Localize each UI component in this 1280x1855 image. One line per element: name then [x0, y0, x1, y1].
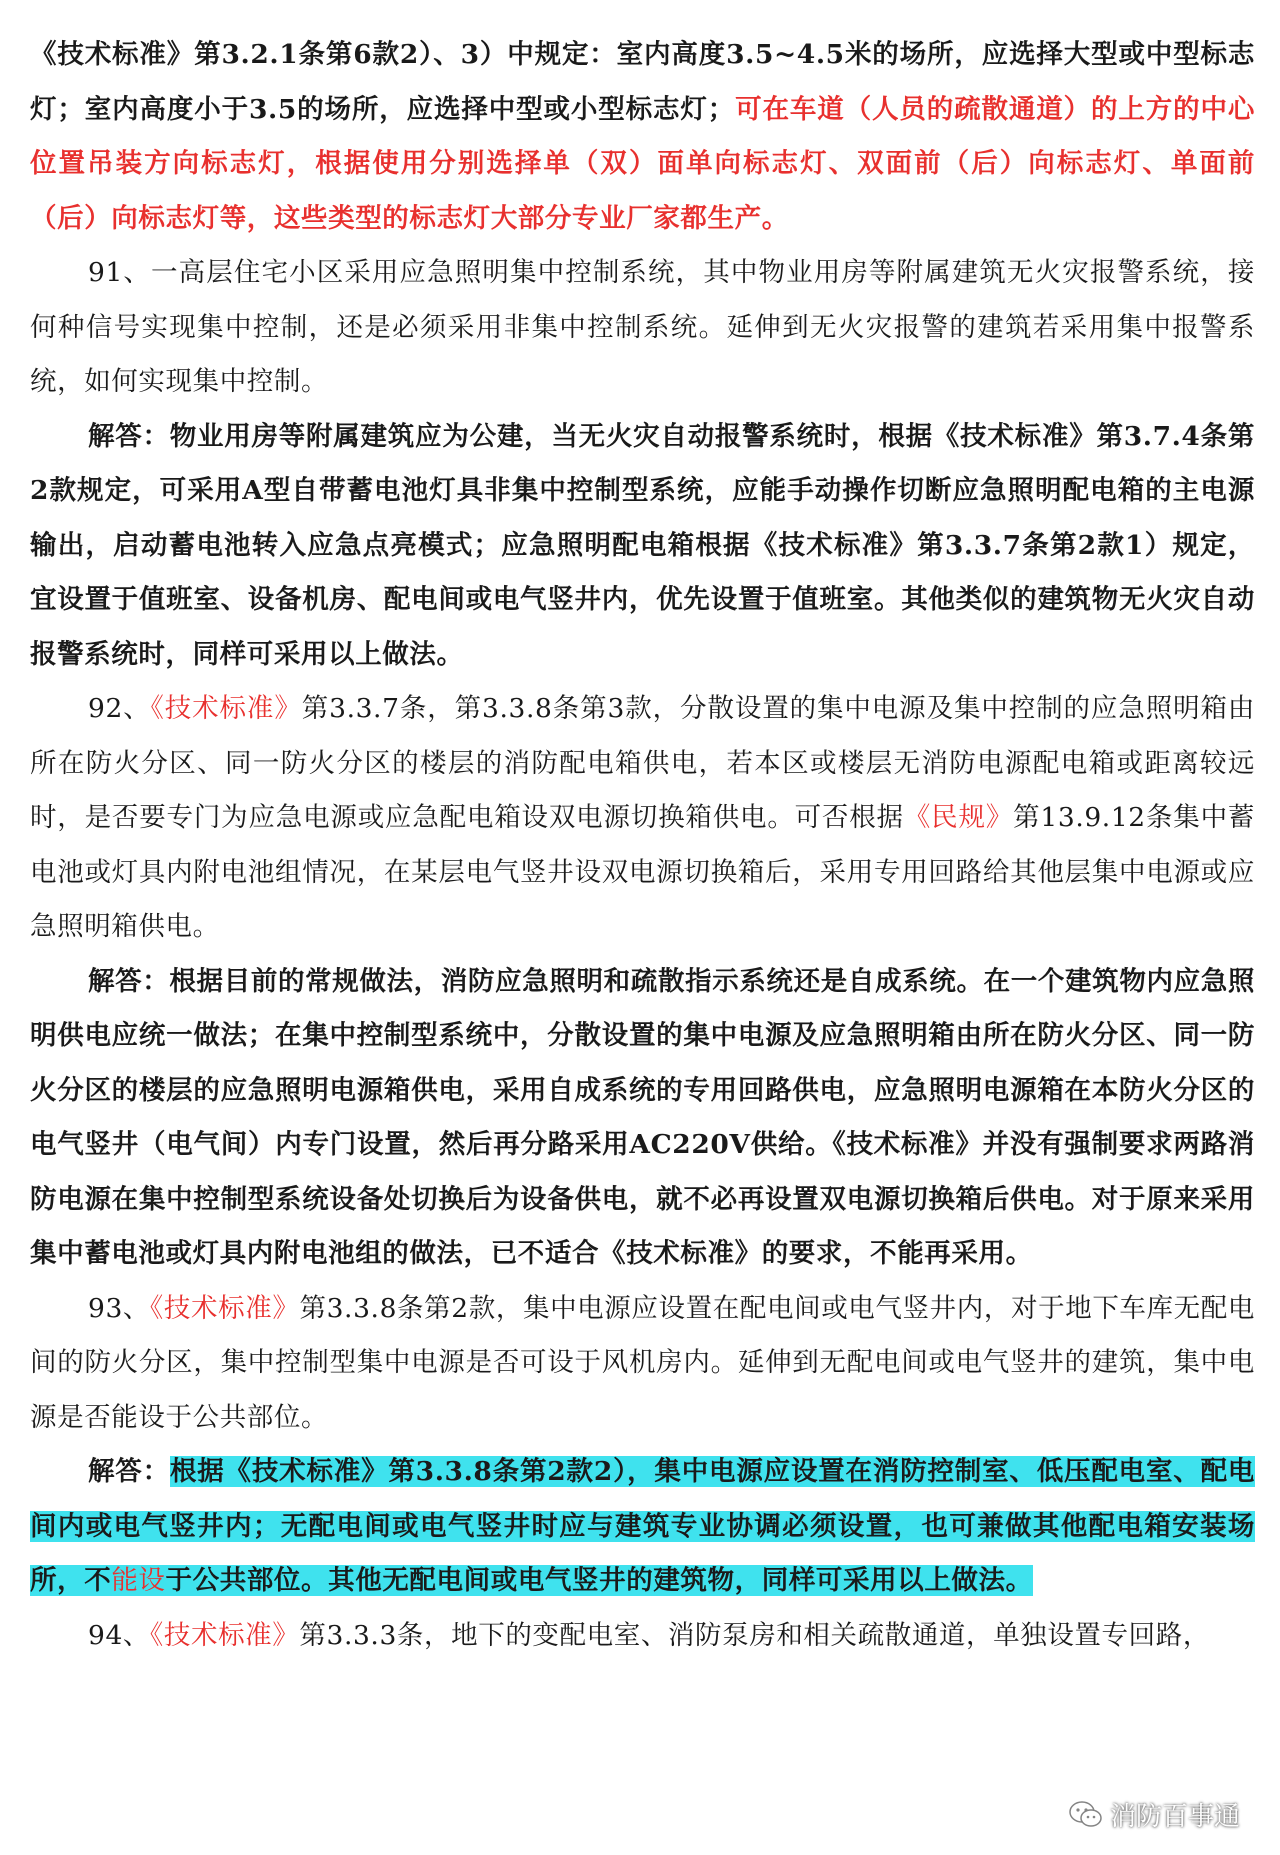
highlighted-red-text: 能设: [111, 1565, 166, 1596]
question-text: 第3.3.8条第2款，集中电源应设置在配电间或电气竖井内，对于地下车库无配电间的防火分区，集中控制型集中电源是否可设于风机房内。延伸到无配电间或电气竖井的建筑，集中电源是否能设于公共部位。: [30, 1292, 1255, 1433]
rule-text-red: 可在车道（人员的疏散通道）的上方的中心位置吊装方向标志灯，根据使用分别选择单（双）面单向标志灯、双面前（后）向标志灯、单面前（后）向标志灯等，这些类型的标志灯大部分专业厂家都生产。: [30, 93, 1255, 234]
question-text: 第3.3.7条，第3.3.8条第3款，分散设置的集中电源及集中控制的应急照明箱由所在防火分区、同一防火分区的楼层的消防配电箱供电，若本区或楼层无消防电源配电箱或距离较远时，是否要专门为应急电源或应急配电箱设双电源切换箱供电。可否根据: [30, 693, 1255, 833]
rule-text: 《技术标准》第3.2.1条第6款2）、3）中规定：室内高度3.5~4.5米的场所，应选择大型或中型标志灯；室内高度小于3.5的场所，应选择中型或小型标志灯；: [30, 39, 1255, 125]
reference-standard: 《技术标准》: [150, 1292, 300, 1324]
question-text-cont: 第13.9.12条集中蓄电池或灯具内附电池组情况，在某层电气竖井设双电源切换箱后，采用专用回路给其他层集中电源或应急照明箱供电。: [30, 802, 1255, 942]
question-number: 94、: [88, 1619, 151, 1651]
question-92: [30, 682, 1255, 955]
question-94: [30, 1609, 1255, 1664]
answer-label: 解答：: [88, 1456, 170, 1487]
question-text: 第3.3.3条，地下的变配电室、消防泵房和相关疏散通道，单独设置专回路，: [299, 1619, 1210, 1651]
paragraph-standard-rule: [30, 28, 1255, 246]
highlighted-text: 根据《技术标准》第3.3.8条第2款2），集中电源应设置在消防控制室、低压配电室、配电间内或电气竖井内；无配电间或电气竖井时应与建筑专业协调必须设置，也可兼做其他配电箱安装场所，不: [30, 1456, 1255, 1596]
watermark: [1068, 1796, 1240, 1833]
highlighted-text-cont: 于公共部位。其他无配电间或电气竖井的建筑物，同样可采用以上做法。: [165, 1565, 1033, 1596]
question-number: 92、: [88, 693, 151, 724]
wechat-icon: [1068, 1800, 1104, 1830]
question-91: 91、一高层住宅小区采用应急照明集中控制系统，其中物业用房等附属建筑无火灾报警系统，接何种信号实现集中控制，还是必须采用非集中控制系统。延伸到无火灾报警的建筑若采用集中报警系统，如何实现集中控制。: [30, 257, 1255, 397]
question-number: 93、: [88, 1292, 151, 1324]
watermark-text: 消防百事通: [1109, 1802, 1240, 1832]
answer-93: [30, 1445, 1255, 1609]
answer-91: 解答：物业用房等附属建筑应为公建，当无火灾自动报警系统时，根据《技术标准》第3.7.4条第2款规定，可采用A型自带蓄电池灯具非集中控制型系统，应能手动操作切断应急照明配电箱的主电源输出，启动蓄电池转入应急点亮模式；应急照明配电箱根据《技术标准》第3.3.7条第2款1）规定，宜设置于值班室、设备机房、配电间或电气竖井内，优先设置于值班室。其他类似的建筑物无火灾自动报警系统时，同样可采用以上做法。: [30, 420, 1255, 670]
highlighted-answer: [30, 1456, 1255, 1596]
reference-standard: 《技术标准》: [150, 693, 302, 724]
reference-civil-code: 《民规》: [903, 802, 1014, 833]
answer-92: 解答：根据目前的常规做法，消防应急照明和疏散指示系统还是自成系统。在一个建筑物内应急照明供电应统一做法；在集中控制型系统中，分散设置的集中电源及应急照明箱由所在防火分区、同一防火分区的楼层的应急照明电源箱供电，采用自成系统的专用回路供电，应急照明电源箱在本防火分区的电气竖井（电气间）内专门设置，然后再分路采用AC220V供给。《技术标准》并没有强制要求两路消防电源在集中控制型系统设备处切换后为设备供电，就不必再设置双电源切换箱后供电。对于原来采用集中蓄电池或灯具内附电池组的做法，已不适合《技术标准》的要求，不能再采用。: [30, 965, 1255, 1269]
reference-standard: 《技术标准》: [150, 1619, 300, 1651]
question-93: [30, 1282, 1255, 1446]
document-body: [30, 28, 1255, 1663]
